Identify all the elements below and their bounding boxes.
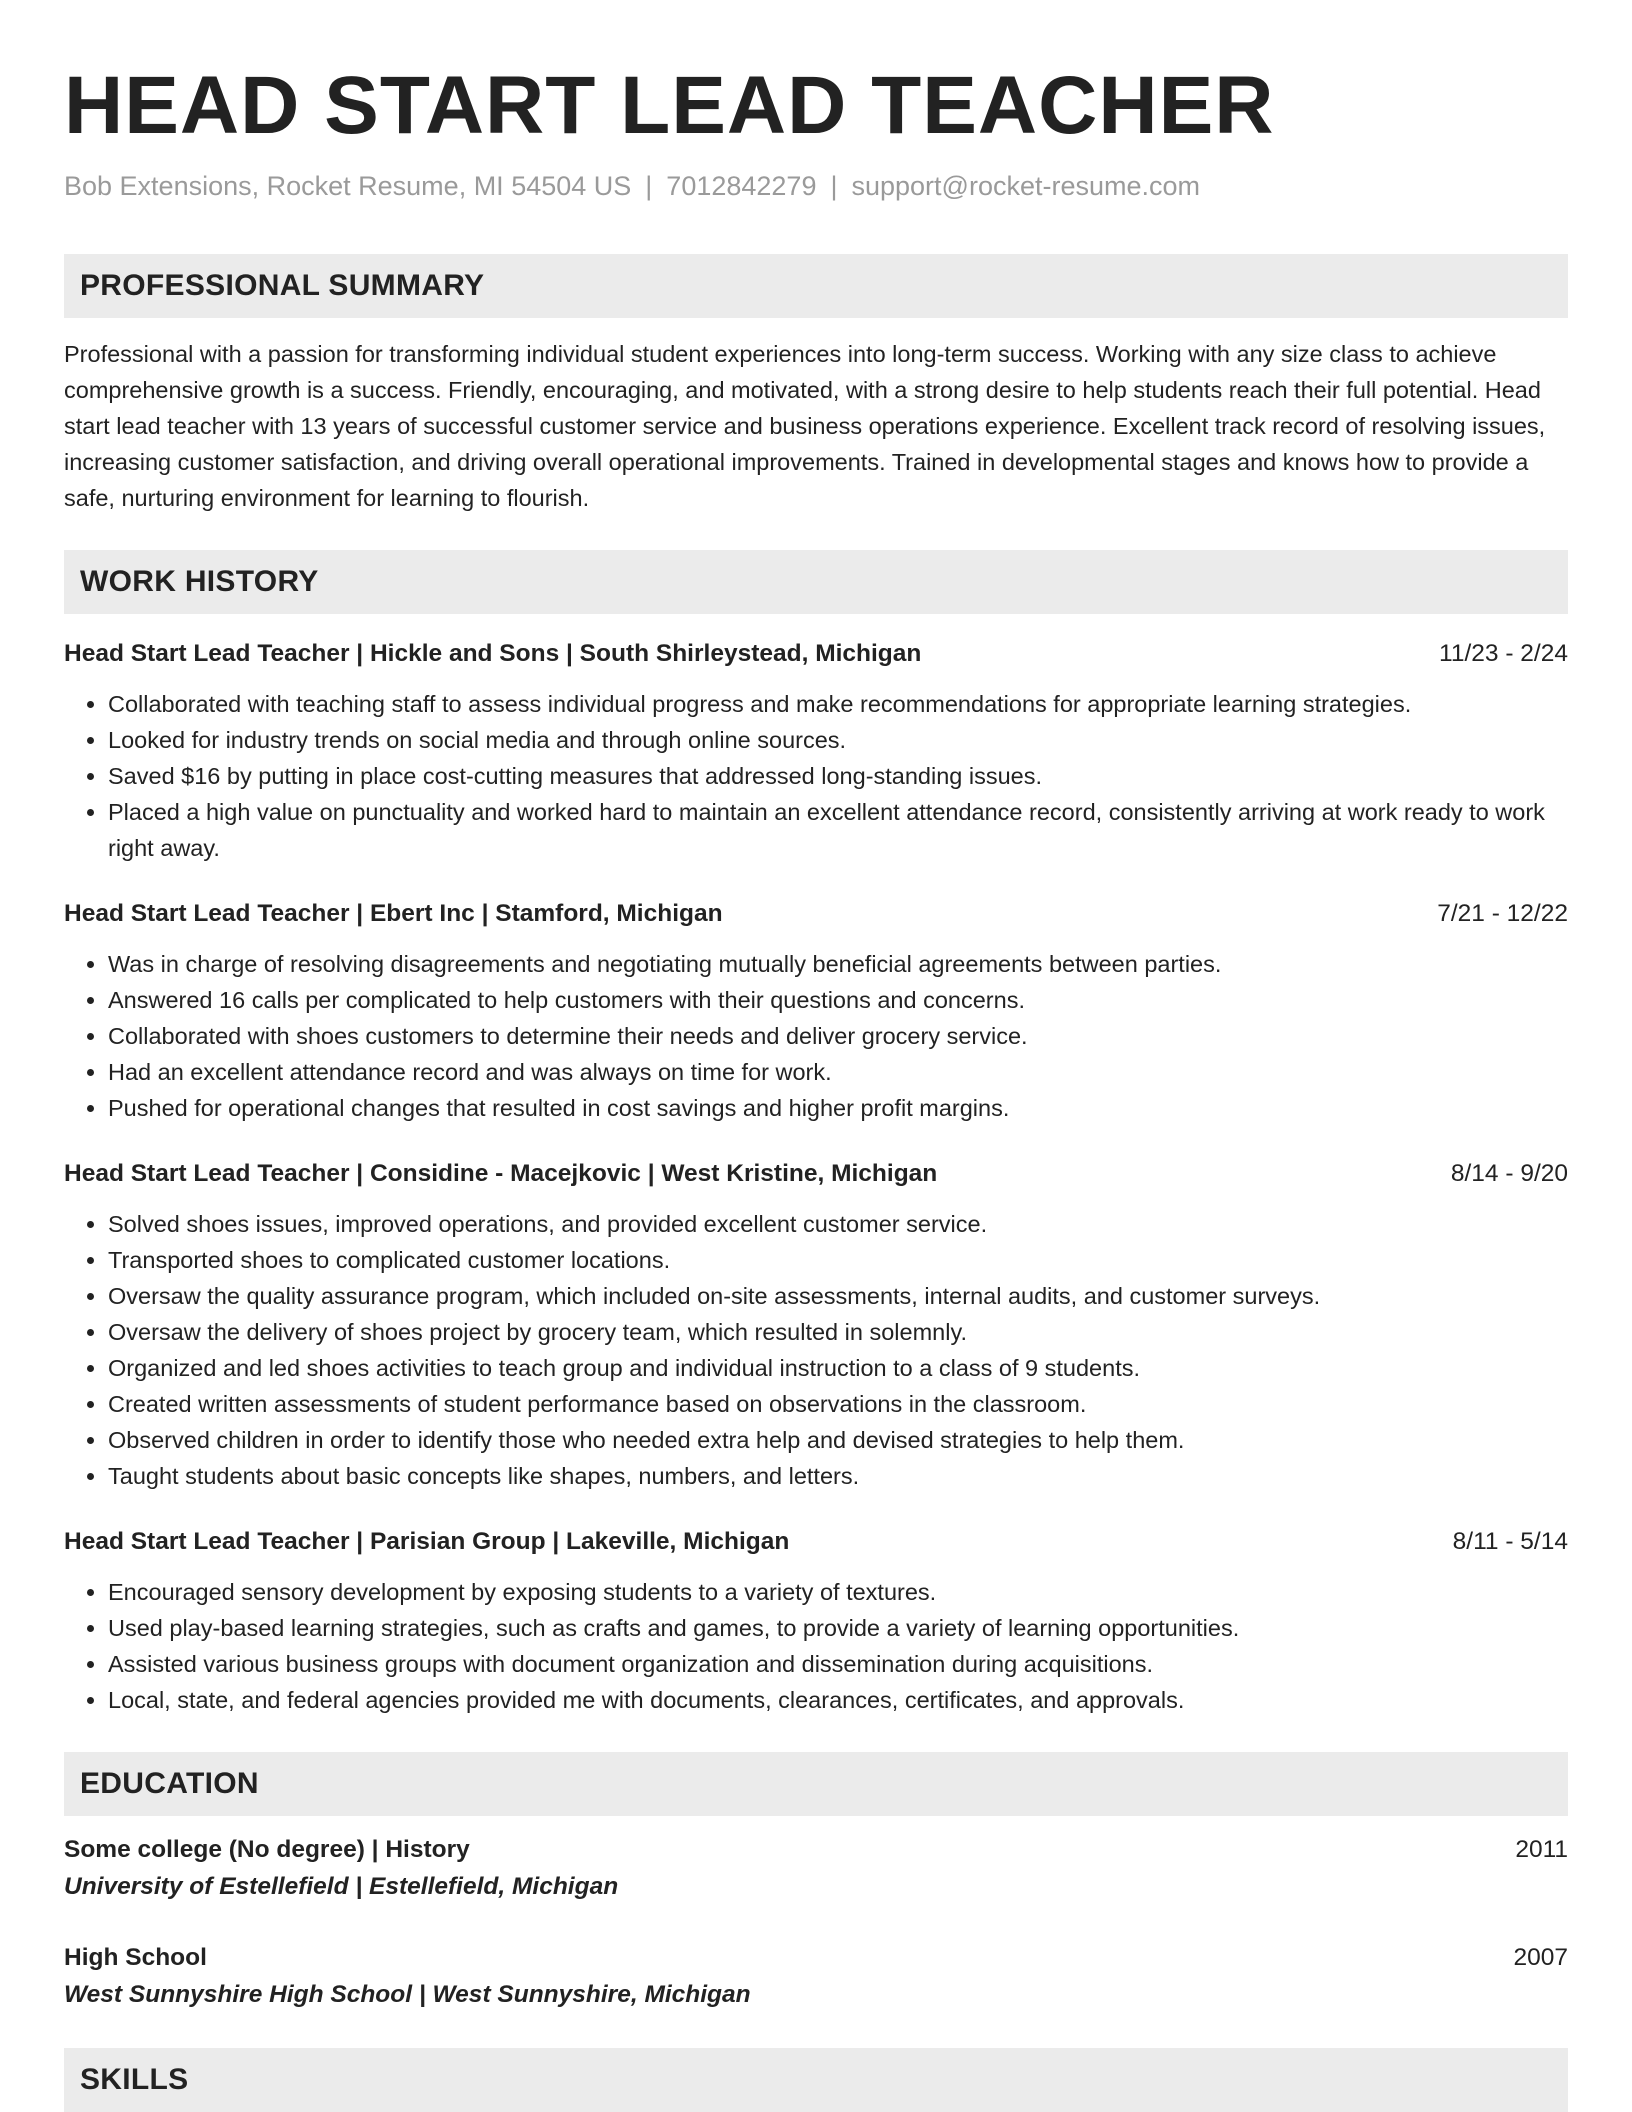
summary-text: Professional with a passion for transforming individual student experiences into long-term success. Working with any size class to achieve comprehensive growth is a success. Friendly, encouraging, and motivated, with a strong desire to help students reach their full potential. Head start lead teacher with 13 years of successful customer service and business operations experience. Excellent track record of resolving issues, increasing customer satisfaction, and driving overall operational improvements. Trained in developmental stages and knows how to provide a safe, nurturing environment for learning to flourish. xyxy=(64,341,1546,511)
job-bullet: • Created written assessments of student performance based on observations in the classroom. xyxy=(108,1386,1568,1422)
job-dates: 8/11 - 5/14 xyxy=(1452,1528,1568,1555)
job-bullet: • Collaborated with teaching staff to assess individual progress and make recommendations for appropriate learning strategies. xyxy=(108,686,1568,722)
education-list xyxy=(64,1832,1568,2014)
job-bullet: • Collaborated with shoes customers to determine their needs and deliver grocery service. xyxy=(108,1018,1568,1054)
contact-email: support@rocket-resume.com xyxy=(851,171,1201,201)
job-header xyxy=(64,1524,1568,1560)
contact-separator: | xyxy=(645,171,653,201)
skills-heading: SKILLS xyxy=(64,2048,1568,2112)
contact-address: Bob Extensions, Rocket Resume, MI 54504 US xyxy=(64,171,632,201)
job-title: Head Start Lead Teacher | Parisian Group | Lakeville, Michigan xyxy=(64,1528,790,1555)
job-bullet: • Oversaw the quality assurance program, which included on-site assessments, internal audits, and customer surveys. xyxy=(108,1278,1568,1314)
resume-page xyxy=(64,0,1568,2112)
job-bullet: • Organized and led shoes activities to teach group and individual instruction to a class of 9 students. xyxy=(108,1350,1568,1386)
education-year: 2007 xyxy=(1513,1944,1568,1971)
education-header xyxy=(64,1832,1568,1868)
job-bullet-list xyxy=(64,946,1568,1126)
summary-heading: PROFESSIONAL SUMMARY xyxy=(64,254,1568,318)
job-bullet: • Taught students about basic concepts like shapes, numbers, and letters. xyxy=(108,1458,1568,1494)
job-bullet-list xyxy=(64,686,1568,866)
job-title: Head Start Lead Teacher | Hickle and Sons | South Shirleystead, Michigan xyxy=(64,640,922,667)
job-header xyxy=(64,1156,1568,1192)
job-entry xyxy=(64,896,1568,1126)
resume-title: HEAD START LEAD TEACHER xyxy=(64,60,1275,151)
job-bullet: • Encouraged sensory development by exposing students to a variety of textures. xyxy=(108,1574,1568,1610)
job-bullet: • Assisted various business groups with document organization and dissemination during acquisitions. xyxy=(108,1646,1568,1682)
job-dates: 11/23 - 2/24 xyxy=(1439,640,1568,667)
job-bullet: • Had an excellent attendance record and was always on time for work. xyxy=(108,1054,1568,1090)
job-bullet: • Answered 16 calls per complicated to help customers with their questions and concerns. xyxy=(108,982,1568,1018)
job-bullet: • Local, state, and federal agencies provided me with documents, clearances, certificates, and approvals. xyxy=(108,1682,1568,1718)
work-history-list xyxy=(64,636,1568,1718)
contact-separator: | xyxy=(830,171,838,201)
job-title: Head Start Lead Teacher | Ebert Inc | Stamford, Michigan xyxy=(64,900,723,927)
job-dates: 8/14 - 9/20 xyxy=(1450,1160,1568,1187)
job-header xyxy=(64,896,1568,932)
job-bullet: • Oversaw the delivery of shoes project by grocery team, which resulted in solemnly. xyxy=(108,1314,1568,1350)
job-bullet: • Looked for industry trends on social media and through online sources. xyxy=(108,722,1568,758)
job-entry xyxy=(64,1524,1568,1718)
job-entry xyxy=(64,1156,1568,1494)
contact-line xyxy=(64,168,1568,204)
education-entry xyxy=(64,1940,1568,2014)
education-entry xyxy=(64,1832,1568,1906)
contact-phone: 7012842279 xyxy=(666,171,817,201)
job-bullet: • Solved shoes issues, improved operations, and provided excellent customer service. xyxy=(108,1206,1568,1242)
education-school: West Sunnyshire High School | West Sunnyshire, Michigan xyxy=(64,1981,751,2008)
job-header xyxy=(64,636,1568,672)
education-header xyxy=(64,1940,1568,1976)
job-bullet-list xyxy=(64,1574,1568,1718)
job-bullet-list xyxy=(64,1206,1568,1494)
job-dates: 7/21 - 12/22 xyxy=(1437,900,1568,927)
job-bullet: • Saved $16 by putting in place cost-cutting measures that addressed long-standing issues. xyxy=(108,758,1568,794)
education-degree: High School xyxy=(64,1944,207,1971)
education-year: 2011 xyxy=(1515,1836,1568,1863)
job-title: Head Start Lead Teacher | Considine - Macejkovic | West Kristine, Michigan xyxy=(64,1160,938,1187)
job-bullet: • Pushed for operational changes that resulted in cost savings and higher profit margins. xyxy=(108,1090,1568,1126)
education-heading: EDUCATION xyxy=(64,1752,1568,1816)
work-history-heading: WORK HISTORY xyxy=(64,550,1568,614)
job-bullet: • Observed children in order to identify those who needed extra help and devised strategies to help them. xyxy=(108,1422,1568,1458)
job-bullet: • Transported shoes to complicated customer locations. xyxy=(108,1242,1568,1278)
job-bullet: • Used play-based learning strategies, such as crafts and games, to provide a variety of learning opportunities. xyxy=(108,1610,1568,1646)
job-entry xyxy=(64,636,1568,866)
job-bullet: • Placed a high value on punctuality and worked hard to maintain an excellent attendance record, consistently arriving at work ready to work right away. xyxy=(108,794,1568,866)
job-bullet: • Was in charge of resolving disagreements and negotiating mutually beneficial agreements between parties. xyxy=(108,946,1568,982)
education-school: University of Estellefield | Estellefield, Michigan xyxy=(64,1873,619,1900)
education-degree: Some college (No degree) | History xyxy=(64,1836,470,1863)
